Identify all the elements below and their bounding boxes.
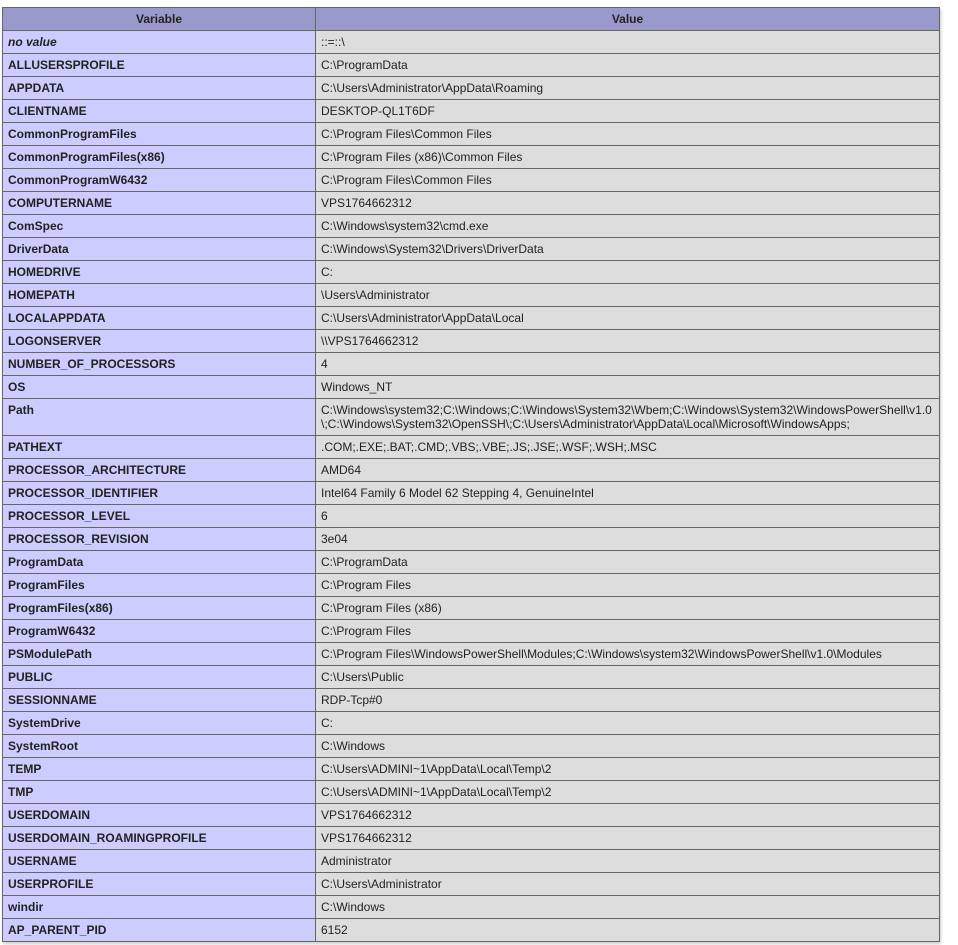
variable-name-cell: USERDOMAIN bbox=[3, 804, 316, 827]
variable-value-cell: C:\Users\ADMINI~1\AppData\Local\Temp\2 bbox=[316, 781, 940, 804]
env-row bbox=[3, 100, 940, 123]
variable-value-cell: VPS1764662312 bbox=[316, 192, 940, 215]
variable-value-cell: 3e04 bbox=[316, 528, 940, 551]
variable-name-cell: APPDATA bbox=[3, 77, 316, 100]
variable-name-cell: HOMEPATH bbox=[3, 284, 316, 307]
env-row bbox=[3, 77, 940, 100]
env-row bbox=[3, 169, 940, 192]
variable-name-cell: SystemRoot bbox=[3, 735, 316, 758]
env-row bbox=[3, 123, 940, 146]
variable-name-cell: PUBLIC bbox=[3, 666, 316, 689]
variable-name-cell: SESSIONNAME bbox=[3, 689, 316, 712]
env-row bbox=[3, 399, 940, 436]
variable-name-cell: OS bbox=[3, 376, 316, 399]
variable-name-cell: PROCESSOR_IDENTIFIER bbox=[3, 482, 316, 505]
env-row bbox=[3, 307, 940, 330]
env-row bbox=[3, 192, 940, 215]
variable-value-cell: Administrator bbox=[316, 850, 940, 873]
variable-value-cell: Windows_NT bbox=[316, 376, 940, 399]
variable-value-cell: C:\Users\Public bbox=[316, 666, 940, 689]
variable-name-cell: LOGONSERVER bbox=[3, 330, 316, 353]
variable-value-cell: C:\Program Files bbox=[316, 620, 940, 643]
variable-value-cell: DESKTOP-QL1T6DF bbox=[316, 100, 940, 123]
variable-name-cell: ProgramData bbox=[3, 551, 316, 574]
variable-name-cell: PROCESSOR_ARCHITECTURE bbox=[3, 459, 316, 482]
variable-name-cell: USERPROFILE bbox=[3, 873, 316, 896]
variable-value-cell: C:\Windows bbox=[316, 896, 940, 919]
env-row bbox=[3, 54, 940, 77]
env-row bbox=[3, 459, 940, 482]
env-row bbox=[3, 919, 940, 942]
variable-value-cell: 4 bbox=[316, 353, 940, 376]
variable-name-cell: USERDOMAIN_ROAMINGPROFILE bbox=[3, 827, 316, 850]
variable-name-cell: Path bbox=[3, 399, 316, 436]
variable-value-cell: C:\Program Files\Common Files bbox=[316, 123, 940, 146]
variable-name-cell: TMP bbox=[3, 781, 316, 804]
env-row bbox=[3, 31, 940, 54]
env-row bbox=[3, 643, 940, 666]
env-row bbox=[3, 758, 940, 781]
variable-value-cell: C:\Users\Administrator\AppData\Local bbox=[316, 307, 940, 330]
variable-name-cell: CommonProgramW6432 bbox=[3, 169, 316, 192]
env-row bbox=[3, 376, 940, 399]
variable-value-cell: \\VPS1764662312 bbox=[316, 330, 940, 353]
variable-name-cell: TEMP bbox=[3, 758, 316, 781]
variable-value-cell: C: bbox=[316, 261, 940, 284]
variable-name-cell: CommonProgramFiles bbox=[3, 123, 316, 146]
variable-value-cell: RDP-Tcp#0 bbox=[316, 689, 940, 712]
column-header-variable: Variable bbox=[3, 8, 316, 31]
variable-value-cell: 6 bbox=[316, 505, 940, 528]
env-row bbox=[3, 712, 940, 735]
variable-value-cell: AMD64 bbox=[316, 459, 940, 482]
env-row bbox=[3, 781, 940, 804]
env-row bbox=[3, 215, 940, 238]
env-row bbox=[3, 146, 940, 169]
variable-value-cell: C:\Users\ADMINI~1\AppData\Local\Temp\2 bbox=[316, 758, 940, 781]
env-row bbox=[3, 505, 940, 528]
env-row bbox=[3, 827, 940, 850]
env-row bbox=[3, 528, 940, 551]
column-header-value: Value bbox=[316, 8, 940, 31]
variable-value-cell: VPS1764662312 bbox=[316, 827, 940, 850]
variable-value-cell: C:\Program Files\WindowsPowerShell\Modules;C:\Windows\system32\WindowsPowerShell\v1.0\Modules bbox=[316, 643, 940, 666]
variable-name-cell: no value bbox=[3, 31, 316, 54]
variable-value-cell: C:\Program Files (x86) bbox=[316, 597, 940, 620]
variable-name-cell: ProgramFiles bbox=[3, 574, 316, 597]
variable-name-cell: ComSpec bbox=[3, 215, 316, 238]
variable-name-cell: PATHEXT bbox=[3, 436, 316, 459]
variable-name-cell: CommonProgramFiles(x86) bbox=[3, 146, 316, 169]
header-row bbox=[3, 8, 940, 31]
variable-name-cell: LOCALAPPDATA bbox=[3, 307, 316, 330]
env-row bbox=[3, 850, 940, 873]
variable-value-cell: C:\Windows\system32;C:\Windows;C:\Windows\System32\Wbem;C:\Windows\System32\WindowsPowerShell\v1.0\;C:\Windows\System32\OpenSSH\;C:\Users\Administrator\AppData\Local\Microsoft\WindowsApps; bbox=[316, 399, 940, 436]
variable-name-cell: ProgramW6432 bbox=[3, 620, 316, 643]
variable-value-cell: Intel64 Family 6 Model 62 Stepping 4, GenuineIntel bbox=[316, 482, 940, 505]
table-body bbox=[3, 31, 940, 942]
variable-name-cell: HOMEDRIVE bbox=[3, 261, 316, 284]
env-row bbox=[3, 597, 940, 620]
variable-value-cell: C: bbox=[316, 712, 940, 735]
variable-name-cell: NUMBER_OF_PROCESSORS bbox=[3, 353, 316, 376]
variable-name-cell: PROCESSOR_REVISION bbox=[3, 528, 316, 551]
env-row bbox=[3, 482, 940, 505]
variable-value-cell: C:\Windows\system32\cmd.exe bbox=[316, 215, 940, 238]
variable-value-cell: C:\Program Files\Common Files bbox=[316, 169, 940, 192]
variable-value-cell: VPS1764662312 bbox=[316, 804, 940, 827]
env-row bbox=[3, 551, 940, 574]
variable-name-cell: SystemDrive bbox=[3, 712, 316, 735]
variable-value-cell: ::=::\ bbox=[316, 31, 940, 54]
variable-name-cell: CLIENTNAME bbox=[3, 100, 316, 123]
variable-value-cell: C:\Program Files (x86)\Common Files bbox=[316, 146, 940, 169]
variable-name-cell: windir bbox=[3, 896, 316, 919]
variable-name-cell: PSModulePath bbox=[3, 643, 316, 666]
variable-name-cell: AP_PARENT_PID bbox=[3, 919, 316, 942]
env-row bbox=[3, 238, 940, 261]
env-row bbox=[3, 873, 940, 896]
variable-value-cell: \Users\Administrator bbox=[316, 284, 940, 307]
env-row bbox=[3, 689, 940, 712]
variable-name-cell: USERNAME bbox=[3, 850, 316, 873]
env-row bbox=[3, 330, 940, 353]
env-row bbox=[3, 574, 940, 597]
env-row bbox=[3, 353, 940, 376]
env-row bbox=[3, 284, 940, 307]
variable-name-cell: ProgramFiles(x86) bbox=[3, 597, 316, 620]
env-row bbox=[3, 261, 940, 284]
variable-value-cell: C:\ProgramData bbox=[316, 54, 940, 77]
env-row bbox=[3, 666, 940, 689]
variable-value-cell: 6152 bbox=[316, 919, 940, 942]
environment-variables-table bbox=[2, 7, 940, 942]
variable-value-cell: .COM;.EXE;.BAT;.CMD;.VBS;.VBE;.JS;.JSE;.WSF;.WSH;.MSC bbox=[316, 436, 940, 459]
env-row bbox=[3, 436, 940, 459]
variable-value-cell: C:\Windows bbox=[316, 735, 940, 758]
variable-value-cell: C:\Windows\System32\Drivers\DriverData bbox=[316, 238, 940, 261]
variable-value-cell: C:\Users\Administrator bbox=[316, 873, 940, 896]
variable-value-cell: C:\Users\Administrator\AppData\Roaming bbox=[316, 77, 940, 100]
variable-name-cell: ALLUSERSPROFILE bbox=[3, 54, 316, 77]
env-row bbox=[3, 896, 940, 919]
env-row bbox=[3, 620, 940, 643]
variable-name-cell: COMPUTERNAME bbox=[3, 192, 316, 215]
variable-value-cell: C:\ProgramData bbox=[316, 551, 940, 574]
env-row bbox=[3, 804, 940, 827]
variable-name-cell: DriverData bbox=[3, 238, 316, 261]
variable-value-cell: C:\Program Files bbox=[316, 574, 940, 597]
variable-name-cell: PROCESSOR_LEVEL bbox=[3, 505, 316, 528]
env-row bbox=[3, 735, 940, 758]
